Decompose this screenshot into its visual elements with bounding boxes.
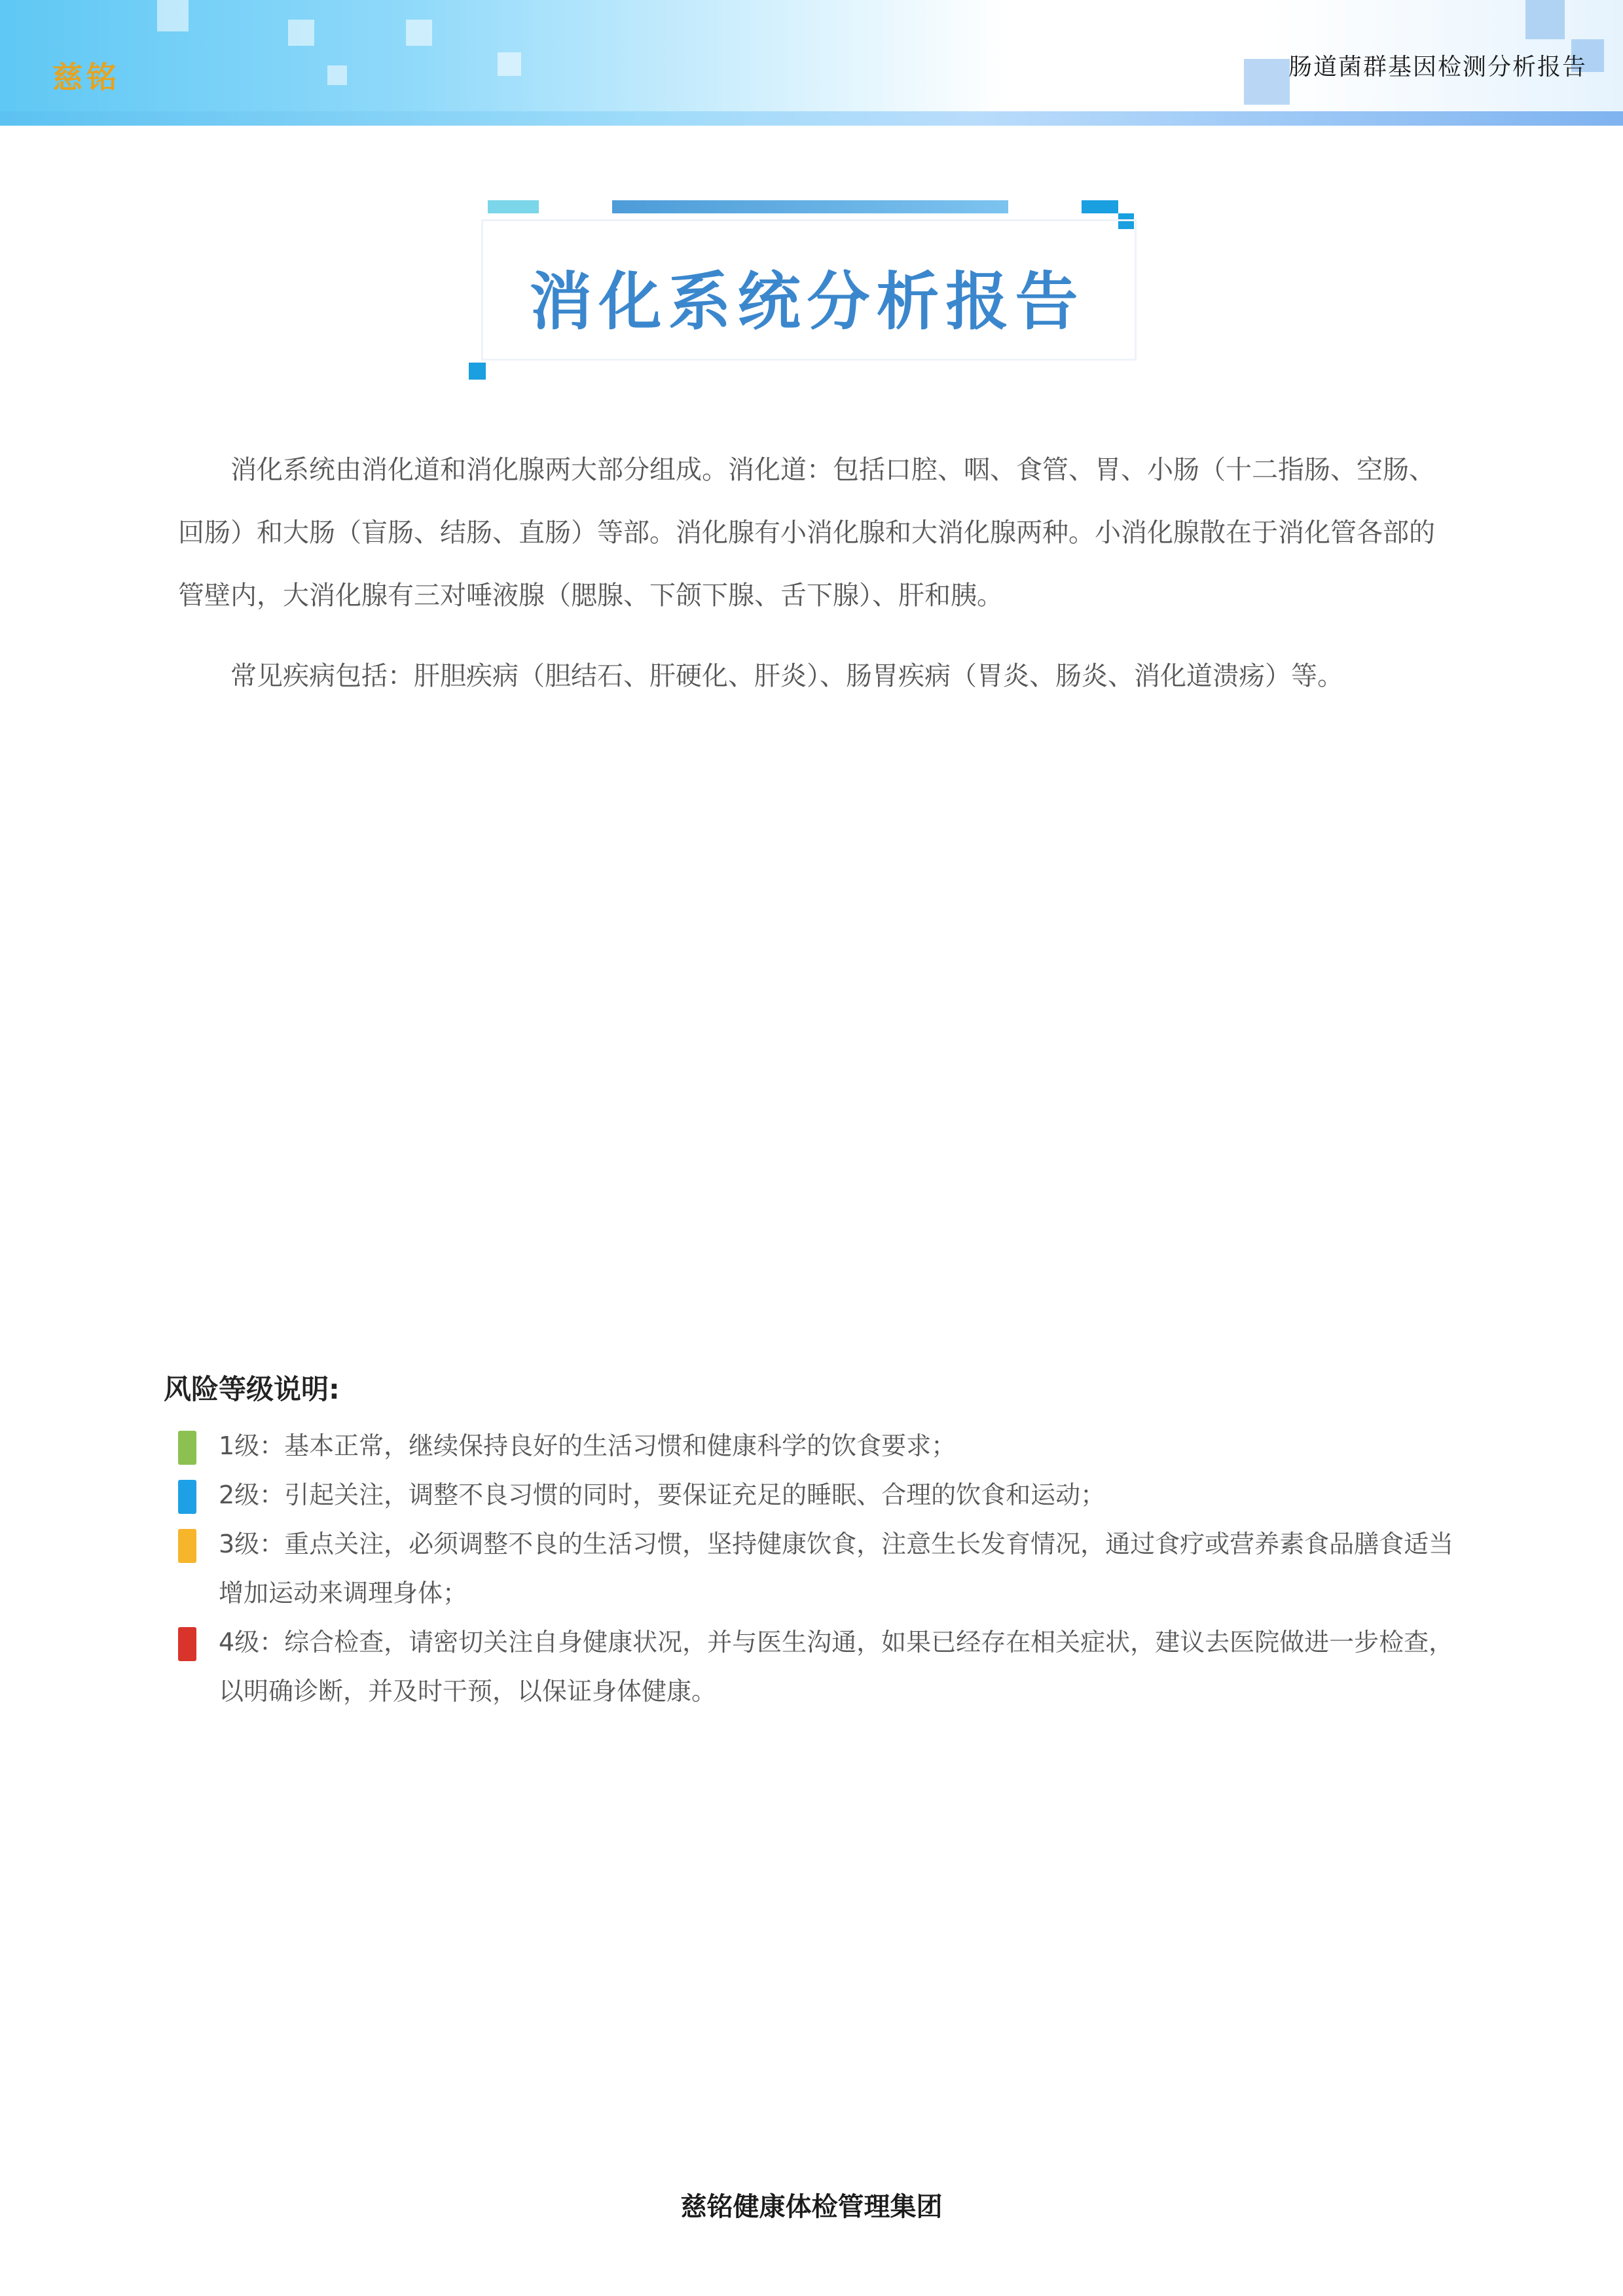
risk-level-1: [178, 1422, 1461, 1471]
title-decoration: [1082, 200, 1118, 213]
risk-color-mark: [178, 1627, 196, 1661]
risk-heading: 风险等级说明:: [164, 1373, 340, 1405]
blank-content-area: [178, 759, 1445, 1322]
risk-level-text: 2级：引起关注，调整不良习惯的同时，要保证充足的睡眠、合理的饮食和运动；: [219, 1480, 1106, 1509]
title-decoration: [488, 200, 539, 213]
header-decoration: [327, 65, 347, 85]
header-decoration: [1525, 0, 1565, 39]
page-footer: 慈铭健康体检管理集团: [680, 2192, 943, 2222]
risk-level-4: [178, 1618, 1461, 1716]
risk-level-text: 4级：综合检查，请密切关注自身健康状况，并与医生沟通，如果已经存在相关症状，建议去医院做进一步检查，以明确诊断，并及时干预，以保证身体健康。: [219, 1628, 1454, 1706]
risk-level-text: 1级：基本正常，继续保持良好的生活习惯和健康科学的饮食要求；: [219, 1431, 957, 1460]
header-decoration: [157, 0, 189, 31]
disease-paragraph: 常见疾病包括：肝胆疾病（胆结石、肝硬化、肝炎）、肠胃疾病（胃炎、肠炎、消化道溃疡）等。: [230, 661, 1343, 691]
header-decoration: [498, 52, 521, 76]
header-decoration: [288, 20, 314, 46]
logo: 慈铭: [52, 60, 120, 95]
intro-paragraph: 消化系统由消化道和消化腺两大部分组成。消化道：包括口腔、咽、食管、胃、小肠（十二指肠、空肠、回肠）和大肠（盲肠、结肠、直肠）等部。消化腺有小消化腺和大消化腺两种。小消化腺散在于消化管各部的管壁内，大消化腺有三对唾液腺（腮腺、下颌下腺、舌下腺）、肝和胰。: [178, 455, 1435, 611]
page-header: [0, 0, 1623, 126]
title-decoration: [469, 363, 486, 380]
header-decoration: [1244, 59, 1290, 105]
risk-level-text: 3级：重点关注，必须调整不良的生活习惯，坚持健康饮食，注意生长发育情况，通过食疗或营养素食品膳食适当增加运动来调理身体；: [219, 1530, 1454, 1607]
section-title: 消化系统分析报告: [529, 265, 1085, 338]
risk-level-list: [178, 1422, 1461, 1716]
risk-level-2: [178, 1471, 1461, 1520]
risk-level-3: [178, 1520, 1461, 1618]
document-title: 肠道菌群基因检测分析报告: [1288, 54, 1587, 81]
risk-color-mark: [178, 1480, 196, 1514]
risk-color-mark: [178, 1431, 196, 1465]
header-decoration: [406, 20, 432, 46]
header-stripe: [0, 111, 1623, 126]
risk-color-mark: [178, 1529, 196, 1563]
title-decoration: [612, 200, 1008, 213]
